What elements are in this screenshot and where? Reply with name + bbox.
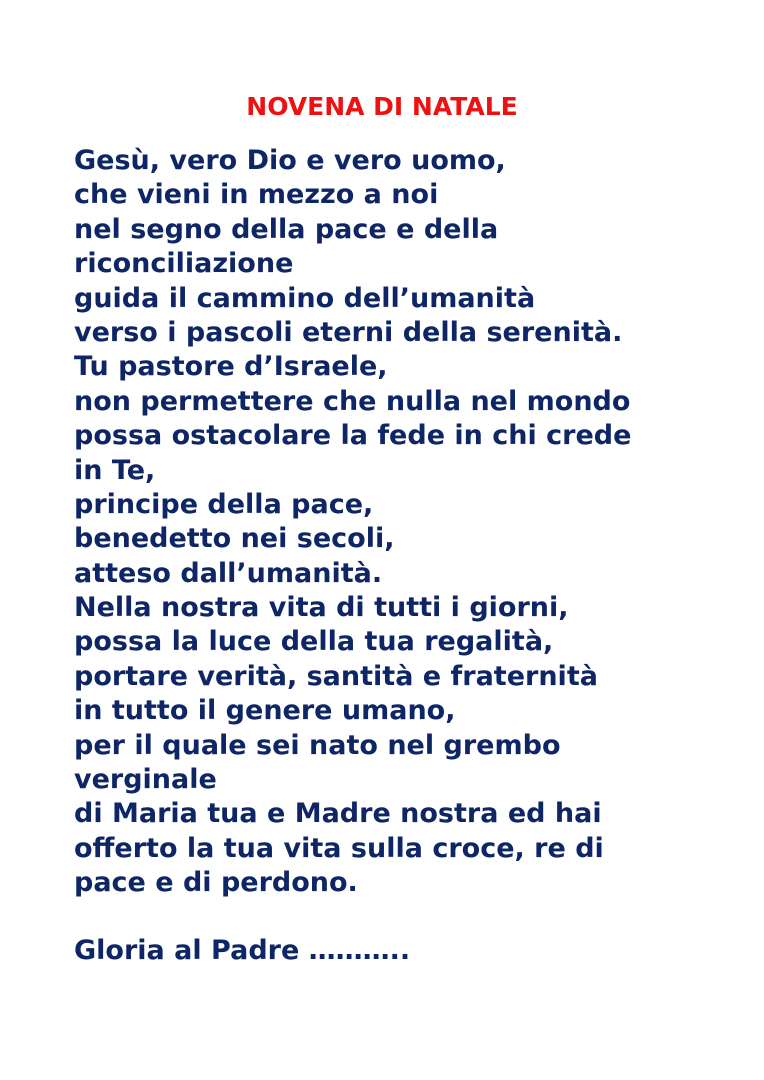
prayer-line: verginale xyxy=(74,764,217,796)
prayer-line: per il quale sei nato nel grembo xyxy=(74,729,561,761)
prayer-line: in tutto il genere umano, xyxy=(74,695,456,727)
prayer-line: portare verità, santità e fraternità xyxy=(74,660,598,692)
prayer-line: guida il cammino dell’umanità xyxy=(74,282,536,314)
prayer-line: pace e di perdono. xyxy=(74,867,358,899)
prayer-line: possa la luce della tua regalità, xyxy=(74,626,554,658)
prayer-line: offerto la tua vita sulla croce, re di xyxy=(74,832,604,864)
prayer-line: principe della pace, xyxy=(74,488,374,520)
prayer-line: Nella nostra vita di tutti i giorni, xyxy=(74,592,569,624)
prayer-line: riconciliazione xyxy=(74,248,294,280)
prayer-line: atteso dall’umanità. xyxy=(74,557,383,589)
prayer-line: Tu pastore d’Israele, xyxy=(74,351,388,383)
prayer-line: verso i pascoli eterni della serenità. xyxy=(74,316,623,348)
prayer-line: non permettere che nulla nel mondo xyxy=(74,385,631,417)
prayer-line: benedetto nei secoli, xyxy=(74,523,395,555)
prayer-line: possa ostacolare la fede in chi crede xyxy=(74,420,632,452)
prayer-line: di Maria tua e Madre nostra ed hai xyxy=(74,798,602,830)
prayer-line: nel segno della pace e della xyxy=(74,213,499,245)
prayer-line: Gesù, vero Dio e vero uomo, xyxy=(74,145,506,176)
prayer-line: che vieni in mezzo a noi xyxy=(74,179,439,211)
page-title: NOVENA DI NATALE xyxy=(246,92,518,121)
prayer-line: in Te, xyxy=(74,454,156,486)
prayer-text xyxy=(74,144,754,901)
closing-doxology: Gloria al Padre ……….. xyxy=(74,935,411,966)
